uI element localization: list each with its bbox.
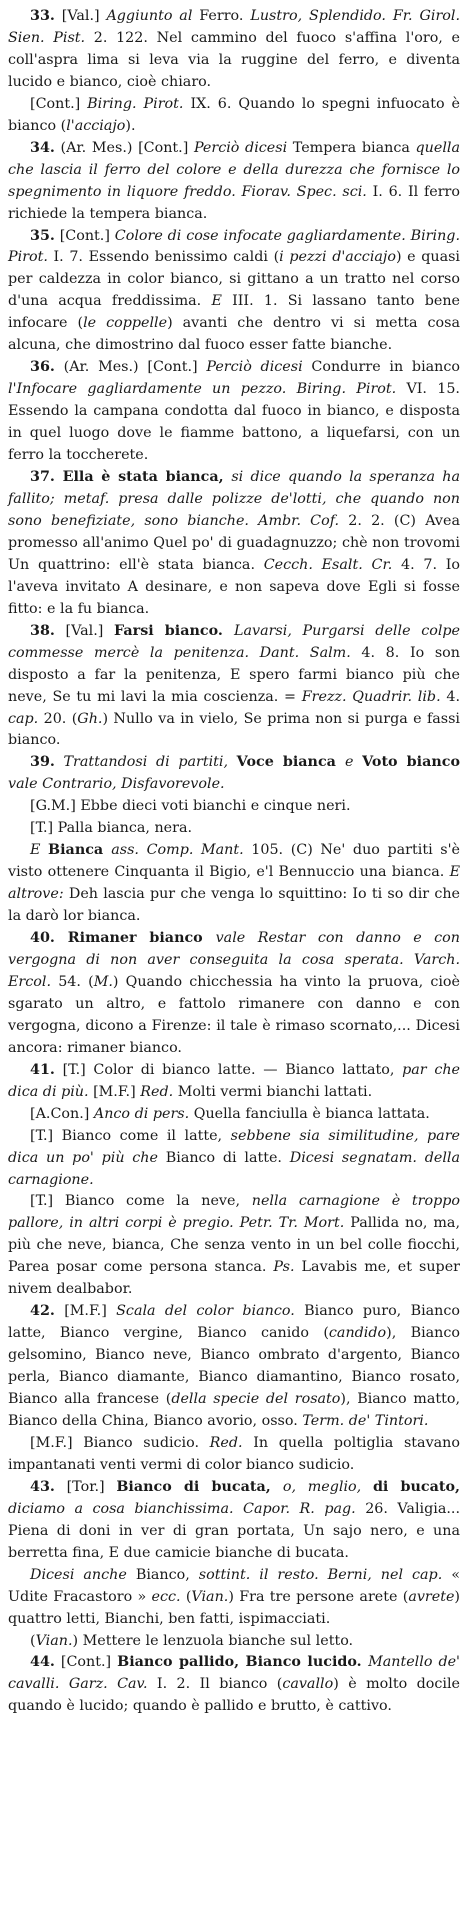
entry-number: 41. — [30, 1061, 55, 1078]
headword: Rimaner bianco — [54, 930, 216, 947]
dictionary-entry — [8, 1652, 460, 1718]
headword: Bianco di bucata, — [116, 1478, 283, 1495]
italic-text: Perciò dicesi — [193, 139, 293, 156]
body-text: [M.F.] — [54, 1303, 117, 1320]
body-text: ) Fra tre persone arete ( — [228, 1588, 409, 1605]
body-text: In quella poltiglia stavano impantanati venti vermi di color bianco sudicio. — [8, 1434, 460, 1473]
body-text: [T.] Color di bianco latte. — Bianco lattato, — [54, 1061, 403, 1078]
italic-text: Dicesi segnatam. della carnagione. — [8, 1149, 460, 1188]
italic-text: vale Contrario, Disfavorevole. — [8, 776, 225, 793]
body-text: ) quattro letti, Bianchi, ben fatti, ispimacciati. — [8, 1588, 460, 1627]
italic-text: Anco di pers. — [93, 1105, 194, 1122]
body-text: ( — [185, 1588, 192, 1605]
italic-text: Mantello de' cavalli. Garz. Cav. — [8, 1654, 460, 1693]
italic-text: cavallo — [282, 1676, 334, 1693]
italic-text: sebbene sia similitudine, pare dica un po' più che — [8, 1127, 460, 1166]
italic-text: si dice quando la speranza ha fallito; metaf. presa dalle polizze de'lotti, che quando non sono benefiziate, sono bianche. Ambr. Cof. — [8, 469, 460, 529]
italic-text: Lustro, Splendido. Fr. Girol. Sien. Pist. — [8, 8, 460, 46]
body-text: Lavabis me, et super nivem dealbabor. — [8, 1259, 460, 1298]
italic-text: Lavarsi, Purgarsi delle colpe commesse mercè la penitenza. Dant. Salm. — [8, 622, 461, 661]
dictionary-entry — [8, 1301, 460, 1433]
body-text: Bianco di latte. — [165, 1149, 290, 1166]
italic-text: Colore di cose infocate gagliardamente. Biring. Pirot. — [8, 227, 460, 266]
italic-text: e — [345, 754, 363, 771]
italic-text: i pezzi d'acciajo — [279, 249, 396, 266]
dictionary-entry — [8, 928, 460, 1060]
italic-text: M. — [93, 973, 113, 990]
body-text: (Ar. Mes.) [Cont.] — [54, 359, 207, 376]
italic-text: E altrove: — [8, 864, 460, 903]
italic-text: Dicesi anche — [30, 1566, 136, 1583]
headword: Bianco pallido, Bianco lucido. — [117, 1654, 369, 1671]
dictionary-entry — [8, 6, 460, 94]
body-text: IX. 6. Quando lo spegni infuocato è bianco ( — [8, 95, 460, 134]
italic-text: avrete — [408, 1588, 455, 1605]
body-text: ( — [30, 1632, 36, 1649]
body-text: ), Bianco gelsomino, Bianco neve, Bianco ombrato d'argento, Bianco perla, Bianco diamante, Bianco diamantino, Bianco rosato, Bianco alla francese ( — [8, 1325, 461, 1408]
entry-number: 34. — [30, 139, 55, 156]
body-text: I. 2. Il bianco ( — [156, 1676, 283, 1693]
headword: Voce bianca — [236, 754, 346, 771]
body-text: 2. 2. (C) Avea promesso all'animo Quel po' di guadagnuzzo; chè non trovomi Un quattrino: ell'è stata bianca. — [8, 512, 460, 573]
italic-text: Vian. — [191, 1588, 229, 1605]
italic-text: Frezz. Quadrir. lib. — [301, 688, 447, 705]
italic-text: Trattandosi di partiti, — [54, 754, 237, 771]
italic-text: nella carnagione è troppo pallore, in altri corpi è pregio. Petr. Tr. Mort. — [8, 1193, 460, 1232]
body-text: III. 1. Si lassano tanto bene infocare ( — [8, 293, 461, 332]
body-text: 105. (C) Ne' duo partiti s'è visto ottenere Cinquanta il Bigio, e'l Bennuccio una bianca. — [8, 842, 460, 881]
body-text: (Ar. Mes.) [Cont.] — [54, 139, 194, 156]
italic-text: par che dica di più. — [8, 1061, 460, 1100]
italic-text: Gh. — [77, 710, 103, 727]
body-text: ) avanti che dentro vi si metta cosa alcuna, che dimostrino dal fuoco esser fatte bianche. — [8, 315, 460, 354]
dictionary-entry — [8, 1060, 460, 1104]
italic-text: l'Infocare gagliardamente un pezzo. Biring. Pirot. — [8, 381, 407, 398]
body-text: [M.F.] — [93, 1083, 141, 1100]
entry-number: 37. — [30, 469, 55, 486]
italic-text: sottint. il resto. Berni, nel cap. — [198, 1566, 452, 1583]
italic-text: Ps. — [273, 1259, 302, 1276]
italic-text: candido — [328, 1325, 387, 1342]
body-text: 54. ( — [58, 973, 94, 990]
body-text: ), Bianco matto, Bianco della China, Bianco avorio, osso. — [8, 1391, 460, 1429]
body-text: Tempera bianca — [292, 139, 416, 156]
entry-number: 33. — [30, 8, 55, 24]
body-text: 4. 8. Io son disposto a far la penitenza, E spero farmi bianco più che neve, Se tu mi lavi la mia coscienza. = — [8, 644, 460, 705]
body-text: Pallida no, ma, più che neve, bianca, Che senza vento in un bel colle fiocchi, Parea posar come persona stanca. — [8, 1215, 460, 1276]
body-text: 4. 7. Io l'aveva invitato A desinare, e non sapeva dove Egli si fosse fitto: e la fu bianca. — [8, 556, 460, 617]
body-text: ) Quando chicchessia ha vinto la pruova, cioè sgarato un altro, e fattolo rimanere con danno e con vergogna, dicono a Firenze: il tale è rimaso scornato,... Dicesi ancora: rimaner bianco. — [8, 973, 460, 1056]
entry-number: 44. — [30, 1654, 55, 1671]
entry-number: 36. — [30, 359, 55, 376]
italic-text: diciamo a cosa bianchissima. Capor. R. pag. — [8, 1500, 366, 1517]
dictionary-entry — [8, 138, 460, 226]
body-text: [A.Con.] — [30, 1105, 94, 1122]
body-text: « Udite Fracastoro » — [8, 1566, 460, 1605]
body-text: Bianco puro, Bianco latte, Bianco vergine, Bianco canido ( — [8, 1303, 460, 1342]
italic-text: Biring. Pirot. — [87, 95, 191, 112]
headword: di bucato, — [372, 1478, 460, 1495]
body-text: ) Mettere le lenzuola bianche sul letto. — [72, 1632, 354, 1649]
body-text: [T.] Bianco come il latte, — [30, 1127, 231, 1144]
italic-text: o, meglio, — [282, 1478, 373, 1495]
italic-text: ecc. — [151, 1588, 186, 1605]
body-text: [Val.] — [54, 8, 107, 24]
body-text: 4. — [446, 688, 460, 705]
italic-text: Term. de' Tintori. — [302, 1413, 429, 1429]
body-text: Quella fanciulla è bianca lattata. — [193, 1105, 430, 1122]
entry-subparagraph — [8, 796, 460, 818]
entry-subparagraph — [8, 840, 460, 928]
entry-subparagraph — [8, 94, 460, 138]
entry-number: 42. — [30, 1303, 55, 1320]
body-text: [T.] Bianco come la neve, — [30, 1193, 252, 1210]
body-text: [T.] Palla bianca, nera. — [30, 820, 193, 837]
body-text: VI. 15. Essendo la campana condotta dal fuoco in bianco, e disposta in quel luogo dove le fiamme battono, a liquefarsi, con un ferro la toccherete. — [8, 381, 460, 464]
italic-text: cap. — [8, 710, 44, 727]
italic-text: Cecch. Esalt. Cr. — [263, 556, 401, 573]
dictionary-entry — [8, 621, 460, 753]
body-text: [Cont.] — [54, 1654, 118, 1671]
dictionary-entry — [8, 752, 460, 796]
italic-text: quella che lascia il ferro del colore e della durezza che fornisce lo spegnimento in liquore freddo. Fiorav. Spec. sci. — [8, 139, 460, 200]
italic-text: E — [211, 293, 233, 310]
italic-text: ass. Comp. Mant. — [111, 842, 252, 859]
entry-number: 35. — [30, 227, 55, 244]
body-text: Bianco, — [135, 1566, 199, 1583]
entry-number: 43. — [30, 1478, 55, 1495]
entry-subparagraph — [8, 818, 460, 840]
entry-subparagraph — [8, 1104, 460, 1126]
headword: Bianca — [48, 842, 112, 859]
italic-text: E — [30, 842, 49, 859]
italic-text: Red. — [140, 1083, 178, 1100]
italic-text: Perciò dicesi — [206, 359, 312, 376]
body-text: ) e quasi per caldezza in color bianco, si gittano a un tratto nel corso d'una acqua freddissima. — [8, 249, 460, 310]
body-text: Molti vermi bianchi lattati. — [177, 1083, 373, 1100]
dictionary-entry — [8, 226, 460, 358]
body-text: 2. 122. Nel cammino del fuoco s'affina l'oro, e coll'aspra lima si leva via la ruggine del ferro, e diventa lucido e bianco, cioè chiaro. — [8, 29, 460, 90]
italic-text: Aggiunto al — [106, 8, 200, 24]
body-text: ) Nullo va in vielo, Se prima non si purga e fassi bianco. — [8, 710, 461, 749]
body-text: I. 6. Il ferro richiede la tempera bianca. — [8, 183, 460, 222]
headword: Voto bianco — [362, 754, 460, 771]
entry-number: 40. — [30, 930, 55, 947]
dictionary-entry — [8, 1477, 460, 1565]
body-text: Ferro. — [199, 8, 251, 24]
body-text: [M.F.] Bianco sudicio. — [30, 1434, 210, 1451]
italic-text: Scala del color bianco. — [116, 1303, 305, 1320]
italic-text: l'acciajo — [66, 117, 126, 134]
body-text: ) è molto docile quando è lucido; quando è pallido e brutto, è cattivo. — [8, 1676, 460, 1715]
body-text: [Cont.] — [30, 95, 88, 112]
headword: Farsi bianco. — [114, 622, 234, 639]
entry-subparagraph — [8, 1631, 460, 1653]
body-text: 26. Valigia... Piena di doni in ver di gran portata, Un sajo nero, e una berretta fina, E due camicie bianche di bucata. — [8, 1500, 460, 1561]
body-text: [Cont.] — [54, 227, 115, 244]
italic-text: della specie del rosato — [171, 1391, 341, 1408]
italic-text: Vian. — [35, 1632, 73, 1649]
body-text: [Val.] — [54, 622, 115, 639]
body-text: [Tor.] — [54, 1478, 117, 1495]
body-text: ). — [125, 117, 136, 134]
italic-text: le coppelle — [83, 315, 168, 332]
italic-text: Red. — [209, 1434, 254, 1451]
italic-text: vale Restar con danno e con vergogna di non aver conseguita la cosa sperata. Varch. Ercol. — [8, 930, 460, 990]
entry-subparagraph — [8, 1191, 460, 1301]
dictionary-entry — [8, 357, 460, 467]
body-text: [G.M.] Ebbe dieci voti bianchi e cinque neri. — [30, 798, 351, 815]
body-text: Deh lascia pur che venga lo squittino: Io ti so dir che la darò lor bianca. — [8, 886, 460, 925]
entry-number: 38. — [30, 622, 55, 639]
body-text: Condurre in bianco — [311, 359, 460, 376]
body-text: I. 7. Essendo benissimo caldi ( — [53, 249, 280, 266]
entry-subparagraph — [8, 1126, 460, 1192]
entry-subparagraph — [8, 1565, 460, 1631]
entry-number: 39. — [30, 754, 55, 771]
entry-subparagraph — [8, 1433, 460, 1477]
body-text: 20. ( — [43, 710, 78, 727]
headword: Ella è stata bianca, — [54, 469, 232, 486]
dictionary-entry — [8, 467, 460, 621]
